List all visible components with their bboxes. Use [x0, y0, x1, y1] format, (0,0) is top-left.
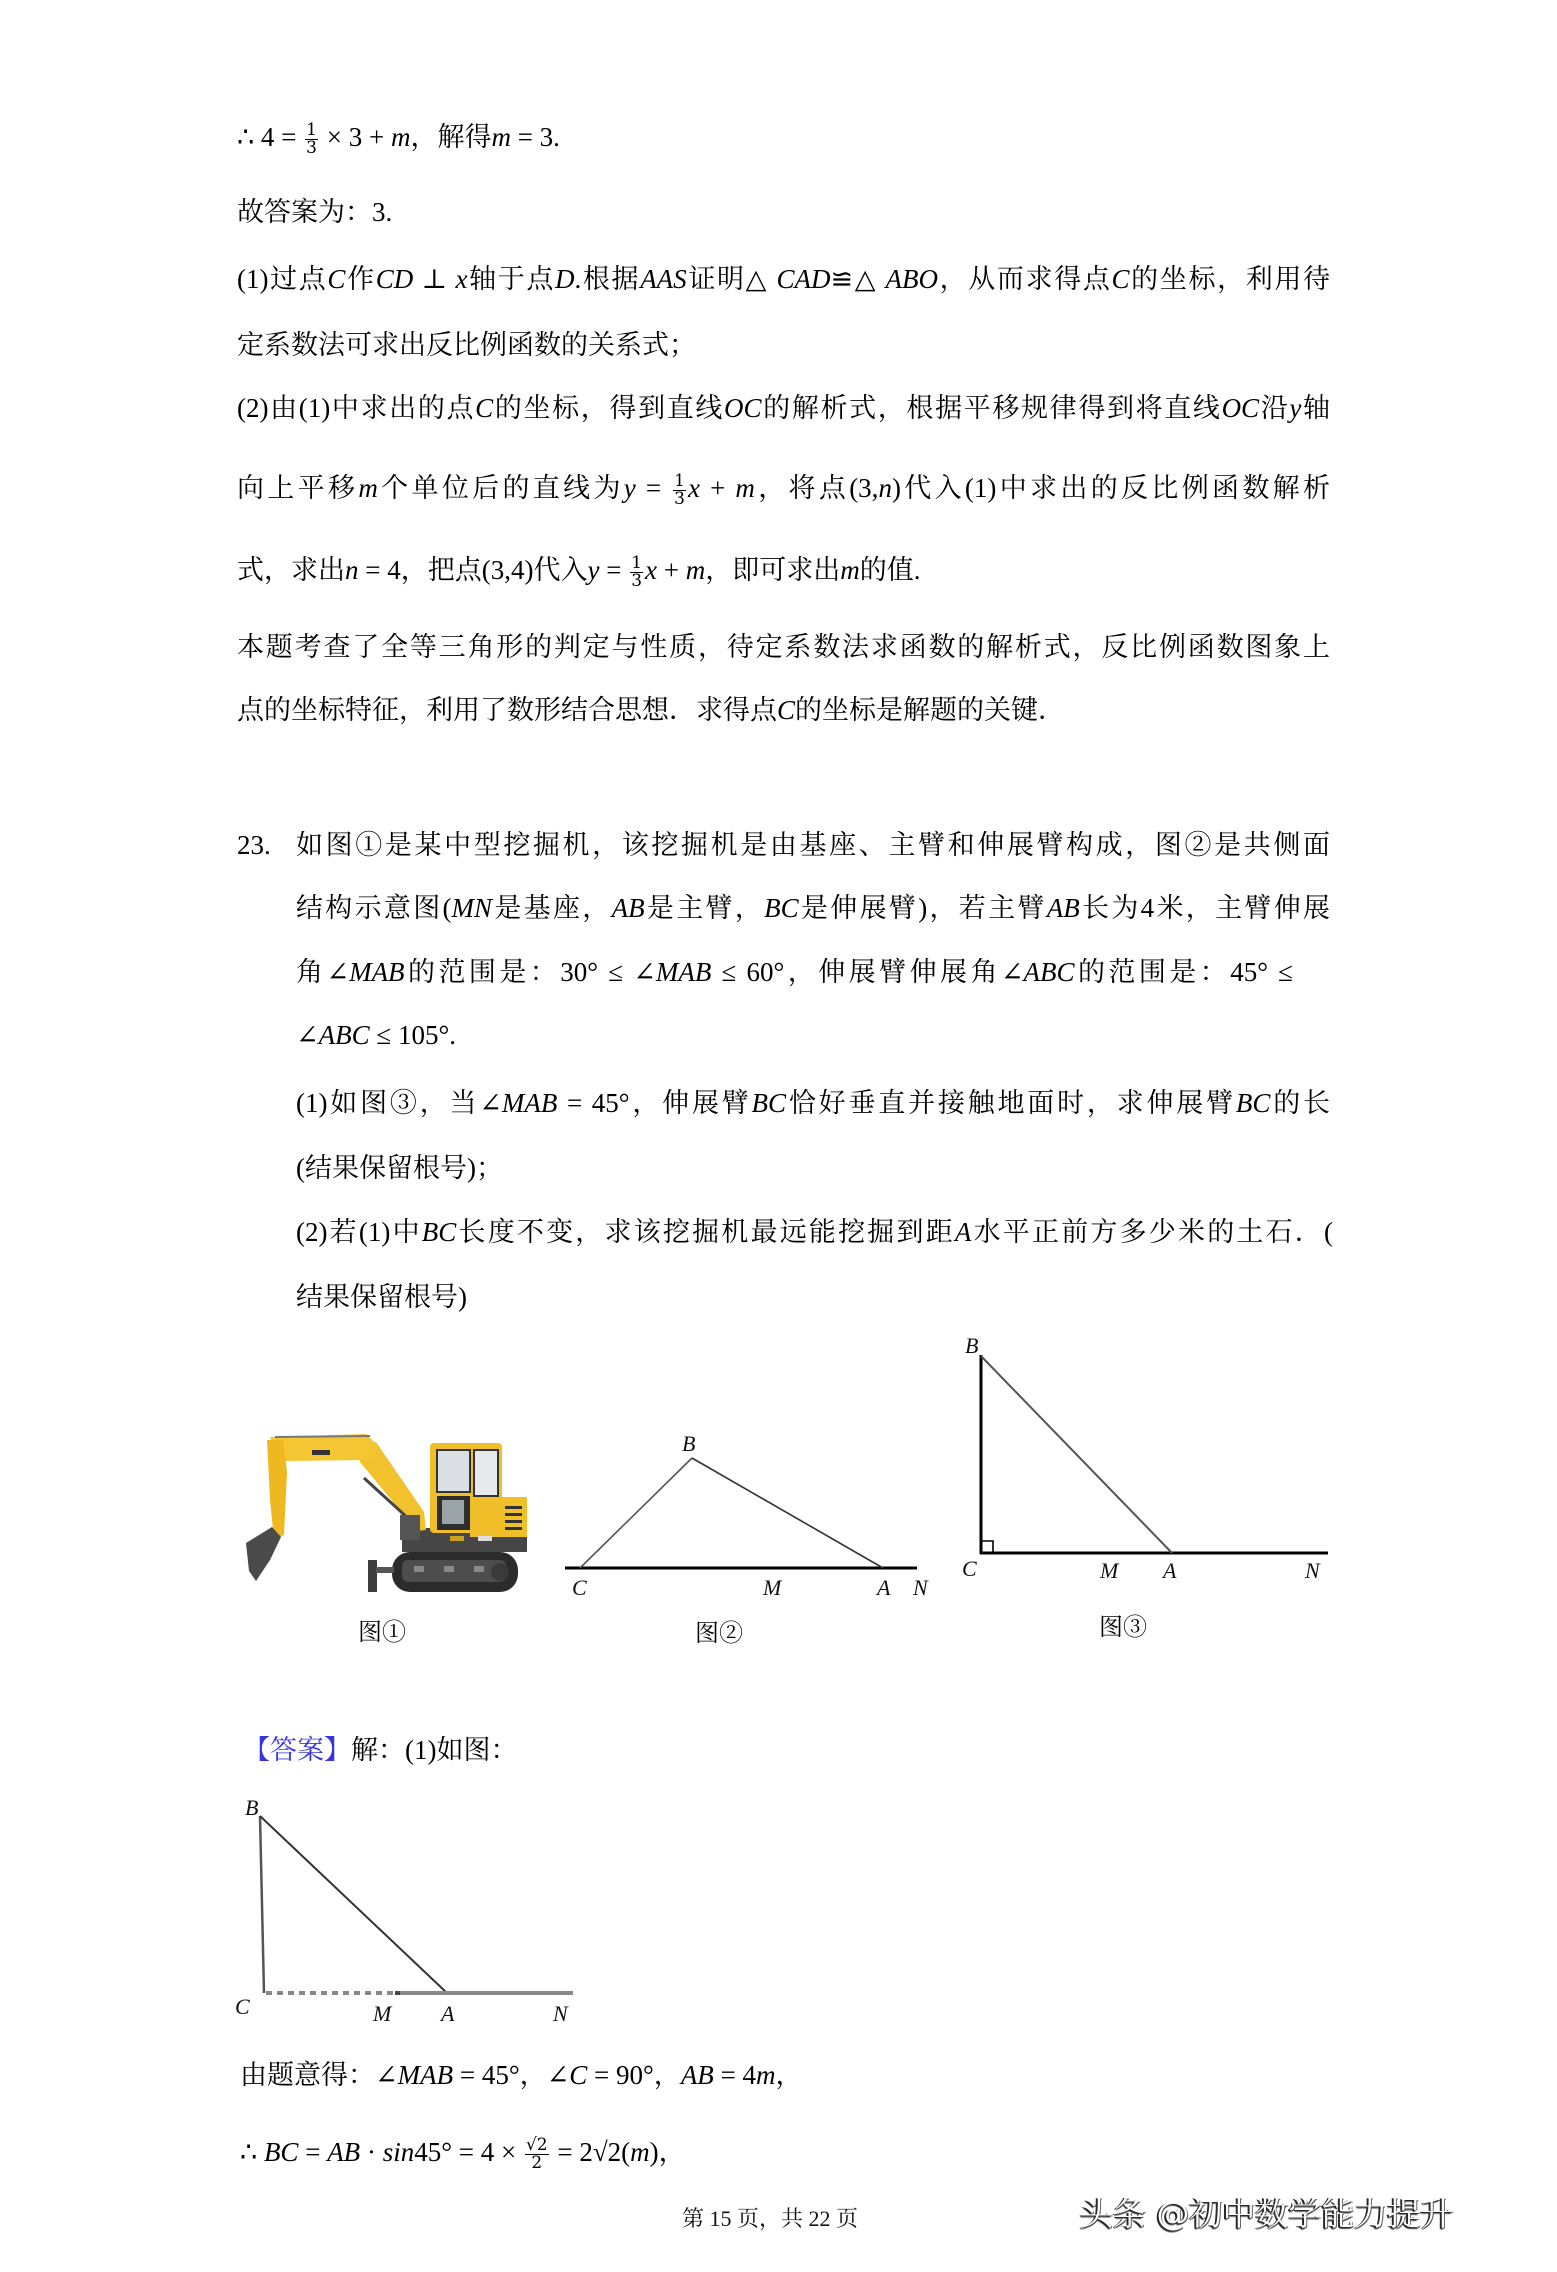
question-line-2 — [296, 890, 1330, 926]
text-run: (2)由(1)中求出的点 — [237, 393, 476, 423]
math-variable: BC — [263, 2137, 299, 2167]
figure-3-diagram — [940, 1320, 1350, 1660]
text-run: = 45°，∠ — [453, 2060, 570, 2090]
text-run: ∠ — [296, 1020, 319, 1050]
point-label-m: M — [1100, 1558, 1119, 1583]
math-variable: y — [623, 473, 636, 503]
point-label-a: A — [1163, 1558, 1177, 1583]
solution-line-2 — [237, 194, 392, 230]
math-variable: AB — [611, 893, 645, 923]
question-line-4 — [296, 1017, 456, 1053]
math-variable: AB — [327, 2137, 361, 2167]
segment-cb — [580, 1458, 692, 1568]
text-run: = — [635, 473, 672, 503]
analysis-line-1 — [237, 261, 1330, 297]
math-variable: MAB — [349, 957, 405, 987]
math-variable: MAB — [655, 957, 712, 987]
text-run: 角∠ — [296, 957, 350, 987]
fraction-denominator: 2 — [531, 2153, 543, 2174]
question-part1-line-2 — [296, 1150, 503, 1186]
text-run: ≤ 105°. — [369, 1020, 456, 1050]
point-label-b: B — [245, 1795, 259, 1820]
math-variable: m — [840, 555, 860, 585]
text-run: 是主臂， — [644, 893, 765, 923]
math-variable: n — [345, 555, 359, 585]
figure-3-caption: 图③ — [1099, 1615, 1147, 1641]
text-run: 是基座， — [492, 893, 612, 923]
math-variable: BC — [421, 1217, 457, 1247]
text-run: = 3. — [510, 122, 560, 152]
text-run: 的坐标，利用待 — [1129, 264, 1331, 294]
figure-2-caption: 图② — [695, 1621, 743, 1647]
text-run: 故答案为：3. — [237, 197, 393, 227]
text-run: 如图①是某中型挖掘机，该挖掘机是由基座、主臂和伸展臂构成，图②是共侧面 — [296, 830, 1330, 860]
watermark: 头条 @初中数学能力提升 — [1080, 2194, 1454, 2233]
text-run: 的范围是：30° ≤ ∠ — [404, 957, 656, 987]
segment-ba — [260, 1816, 447, 1993]
math-variable: x — [455, 264, 468, 294]
math-variable: n — [878, 473, 892, 503]
text-run: · — [360, 2137, 383, 2167]
text-run: 的解析式，根据平移规律得到将直线 — [761, 393, 1222, 423]
point-label-c: C — [235, 1994, 250, 2019]
math-variable: AB — [1046, 893, 1080, 923]
fraction — [305, 122, 318, 157]
text-run: = 45°，伸展臂 — [557, 1088, 752, 1118]
math-variable: MN — [451, 893, 493, 923]
point-label-m: M — [373, 2001, 392, 2026]
math-variable: A — [954, 1217, 972, 1247]
text-run: 证明△ — [686, 264, 777, 294]
text-run: 的坐标是解题的关键． — [795, 695, 1066, 725]
text-run: 的坐标，得到直线 — [493, 393, 725, 423]
excavator-image — [240, 1430, 535, 1595]
text-run: 结构示意图( — [296, 893, 452, 923]
point-label-c: C — [962, 1556, 977, 1581]
analysis-line-3 — [237, 390, 1330, 426]
text-run: 作 — [345, 264, 376, 294]
math-variable: y — [1289, 393, 1302, 423]
text-run: 轴 — [1301, 393, 1331, 423]
math-variable: D — [555, 264, 575, 294]
text-run: 由题意得：∠ — [240, 2060, 398, 2090]
fraction-denominator: 3 — [674, 489, 685, 510]
point-label-b: B — [965, 1333, 979, 1358]
math-variable: ABC — [1023, 957, 1075, 987]
math-variable: C — [327, 264, 346, 294]
math-variable: m — [390, 122, 411, 152]
question-number: 23. — [237, 830, 271, 860]
text-run: ∴ 4 = — [237, 122, 304, 152]
math-variable: y — [587, 555, 600, 585]
math-variable: ABC — [318, 1020, 370, 1050]
text-run: = 2√2( — [550, 2137, 631, 2167]
text-run: ≌△ — [830, 264, 886, 294]
answer-line-2 — [240, 2134, 686, 2174]
text-run: 本题考查了全等三角形的判定与性质，待定系数法求函数的解析式，反比例函数图象上 — [237, 632, 1330, 662]
math-variable: m — [630, 2137, 650, 2167]
text-run: .根据 — [574, 264, 641, 294]
math-variable: BC — [764, 893, 799, 923]
math-variable: m — [735, 473, 755, 503]
text-run: 的长 — [1270, 1088, 1331, 1118]
text-run: + — [657, 555, 686, 585]
math-variable: MAB — [397, 2060, 454, 2090]
comment-line-2 — [237, 692, 1065, 728]
fraction-denominator: 3 — [631, 571, 643, 592]
math-variable: C — [569, 2060, 588, 2090]
math-variable: x — [688, 473, 700, 503]
math-variable: C — [777, 695, 796, 725]
math-variable: m — [756, 2060, 776, 2090]
fraction-numerator: 1 — [674, 471, 685, 492]
text-run: = 90°， — [587, 2060, 681, 2090]
question-part1-line-1 — [296, 1085, 1330, 1121]
fraction-denominator: 3 — [306, 138, 317, 159]
math-function: sin — [382, 2137, 415, 2167]
fraction-numerator: 1 — [631, 553, 643, 574]
answer-line-1 — [240, 2057, 803, 2093]
math-variable: x — [645, 555, 657, 585]
solution-line-1 — [237, 119, 560, 159]
figure-1-caption: 图① — [358, 1620, 406, 1646]
point-label-n: N — [553, 2001, 568, 2026]
fraction-numerator: 1 — [306, 120, 317, 141]
point-label-a: A — [441, 2001, 455, 2026]
text-run: 定系数法可求出反比例函数的关系式； — [237, 330, 696, 360]
point-label-c: C — [572, 1575, 587, 1600]
point-label-b: B — [682, 1431, 696, 1456]
text-run: = 4 — [713, 2060, 757, 2090]
segment-bc — [260, 1816, 264, 1993]
math-variable: m — [491, 122, 511, 152]
text-run: (2)若(1)中 — [296, 1217, 422, 1247]
segment-ba — [981, 1356, 1172, 1553]
text-run: 点的坐标特征，利用了数形结合思想．求得点 — [237, 695, 777, 725]
math-variable: ABO — [885, 264, 938, 294]
fraction — [525, 2137, 549, 2172]
text-run: ，即可求出 — [705, 555, 841, 585]
text-run: = — [599, 555, 629, 585]
text-run: ，将点(3, — [754, 473, 879, 503]
page-number: 第 15 页，共 22 页 — [682, 2206, 859, 2231]
text-run: ，解得 — [410, 122, 492, 152]
text-run: 水平正前方多少米的土石．( — [971, 1217, 1334, 1247]
analysis-line-5 — [237, 552, 921, 592]
text-run: 轴于点 — [467, 264, 555, 294]
right-angle-mark — [981, 1541, 993, 1553]
text-run: (1)过点 — [237, 264, 328, 294]
text-run: 长度不变，求该挖掘机最远能挖掘到距 — [456, 1217, 955, 1247]
text-run: 45° = 4 × — [414, 2137, 523, 2167]
point-label-n: N — [913, 1575, 928, 1600]
text-run: 的范围是：45° ≤ — [1074, 957, 1294, 987]
fraction — [630, 555, 643, 590]
math-variable: BC — [1235, 1088, 1271, 1118]
text-run: )， — [649, 2137, 686, 2167]
text-run: )代入(1)中求出的反比例函数解析 — [891, 473, 1331, 503]
point-label-a: A — [877, 1575, 891, 1600]
figure-2-diagram — [550, 1420, 950, 1660]
text-run: 个单位后的直线为 — [377, 473, 624, 503]
math-variable: OC — [1221, 393, 1260, 423]
comment-line-1 — [237, 629, 1330, 665]
text-run: × 3 + — [319, 122, 391, 152]
math-variable: MAB — [501, 1088, 558, 1118]
fraction-numerator: √2 — [525, 2135, 548, 2156]
question-line-3 — [296, 954, 1293, 990]
text-run: (1)如图③，当∠ — [296, 1088, 502, 1118]
text-run: 是伸展臂)，若主臂 — [798, 893, 1047, 923]
text-run: ∴ — [240, 2137, 264, 2167]
text-run: 式，求出 — [237, 555, 345, 585]
answer-heading — [243, 1732, 517, 1768]
point-label-m: M — [763, 1575, 782, 1600]
math-variable: AAS — [640, 264, 687, 294]
question-part2-line-1 — [296, 1214, 1333, 1250]
text-run: ⊥ — [413, 264, 456, 294]
text-run: 结果保留根号) — [296, 1282, 467, 1312]
math-variable: C — [1111, 264, 1130, 294]
analysis-line-4 — [237, 470, 1331, 510]
math-variable: AB — [680, 2060, 714, 2090]
math-variable: C — [475, 393, 494, 423]
text-run: 恰好垂直并接触地面时，求伸展臂 — [786, 1088, 1236, 1118]
math-variable: OC — [724, 393, 762, 423]
math-variable: m — [358, 473, 378, 503]
math-variable: BC — [751, 1088, 787, 1118]
text-run: (结果保留根号)； — [296, 1153, 503, 1183]
text-run: = 4，把点(3,4)代入 — [358, 555, 588, 585]
answer-figure-diagram — [225, 1780, 595, 2030]
answer-intro: 解：(1)如图： — [351, 1735, 518, 1765]
math-variable: CAD — [776, 264, 831, 294]
fraction — [673, 473, 686, 508]
text-run: ，从而求得点 — [938, 264, 1112, 294]
segment-ba — [692, 1458, 883, 1568]
analysis-line-2 — [237, 327, 696, 363]
text-run: 向上平移 — [237, 473, 359, 503]
text-run: ， — [775, 2060, 803, 2090]
text-run: ≤ 60°，伸展臂伸展角∠ — [711, 957, 1024, 987]
text-run: 长为4米，主臂伸展 — [1079, 893, 1331, 923]
text-run: = — [298, 2137, 328, 2167]
question-part2-line-2 — [296, 1279, 467, 1315]
text-run: + — [699, 473, 736, 503]
text-run: 的值. — [859, 555, 921, 585]
math-variable: CD — [375, 264, 414, 294]
point-label-n: N — [1305, 1558, 1320, 1583]
answer-tag: 【答案】 — [243, 1735, 351, 1765]
question-line-1 — [296, 827, 1330, 863]
math-variable: m — [685, 555, 706, 585]
text-run: 沿 — [1259, 393, 1290, 423]
